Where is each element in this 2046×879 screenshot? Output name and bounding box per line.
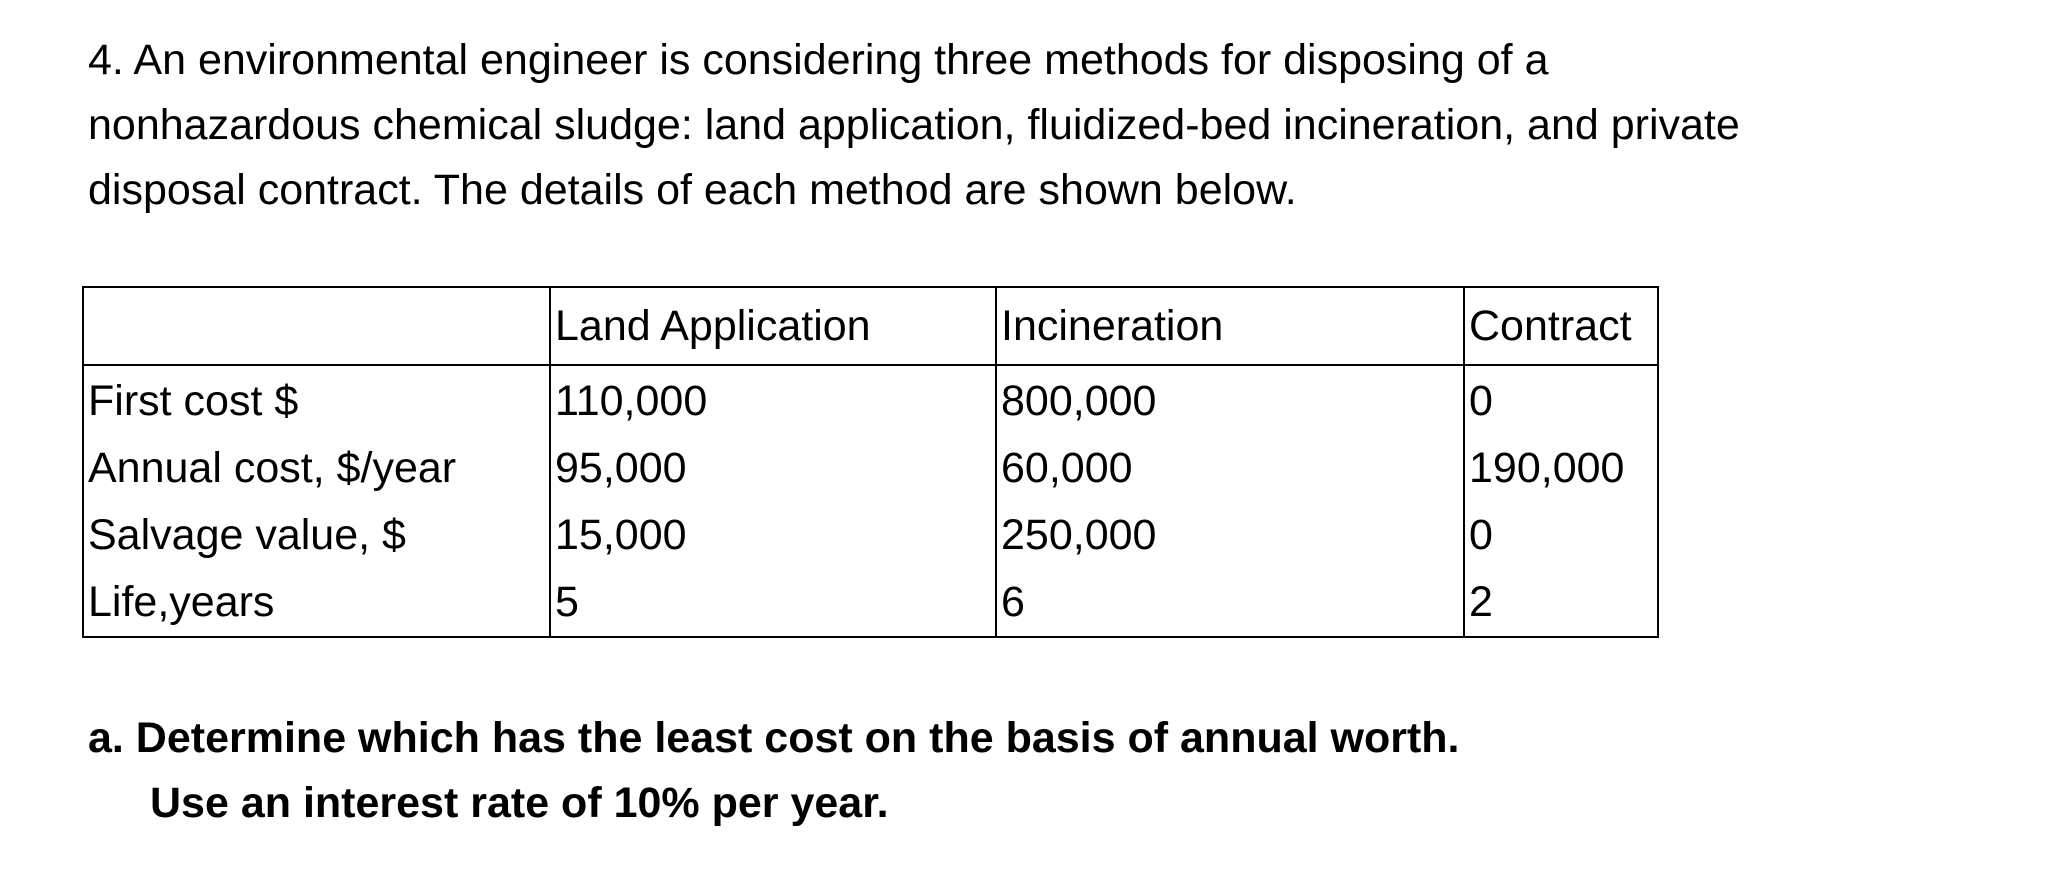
table-row	[83, 569, 1658, 637]
header-incineration: Incineration	[996, 287, 1464, 365]
table-cell: 800,000	[996, 365, 1464, 435]
method-details-table	[82, 286, 1659, 638]
row-label: Salvage value, $	[83, 502, 550, 569]
intro-line: 4. An environmental engineer is considering three methods for disposing of a	[88, 36, 1549, 84]
table-row	[83, 435, 1658, 502]
table-cell: 250,000	[996, 502, 1464, 569]
table-header-row	[83, 287, 1658, 365]
problem-statement	[88, 28, 2028, 223]
table-cell: 95,000	[550, 435, 996, 502]
header-cell-empty	[83, 287, 550, 365]
intro-line: nonhazardous chemical sludge: land application, fluidized-bed incineration, and private	[88, 101, 1740, 149]
row-label: Annual cost, $/year	[83, 435, 550, 502]
table-cell: 2	[1464, 569, 1658, 637]
header-contract: Contract	[1464, 287, 1658, 365]
row-label: Life,years	[83, 569, 550, 637]
question-line: a. Determine which has the least cost on the basis of annual worth.	[88, 714, 1460, 762]
row-label: First cost $	[83, 365, 550, 435]
table-cell: 60,000	[996, 435, 1464, 502]
header-land-application: Land Application	[550, 287, 996, 365]
intro-line: disposal contract. The details of each method are shown below.	[88, 166, 1297, 214]
table-cell: 15,000	[550, 502, 996, 569]
table-cell: 6	[996, 569, 1464, 637]
question-part-a	[88, 706, 1460, 836]
table-row	[83, 502, 1658, 569]
table-cell: 0	[1464, 365, 1658, 435]
table-cell: 0	[1464, 502, 1658, 569]
table-cell: 190,000	[1464, 435, 1658, 502]
question-line: Use an interest rate of 10% per year.	[150, 779, 889, 827]
table-cell: 5	[550, 569, 996, 637]
table-row	[83, 365, 1658, 435]
table-cell: 110,000	[550, 365, 996, 435]
